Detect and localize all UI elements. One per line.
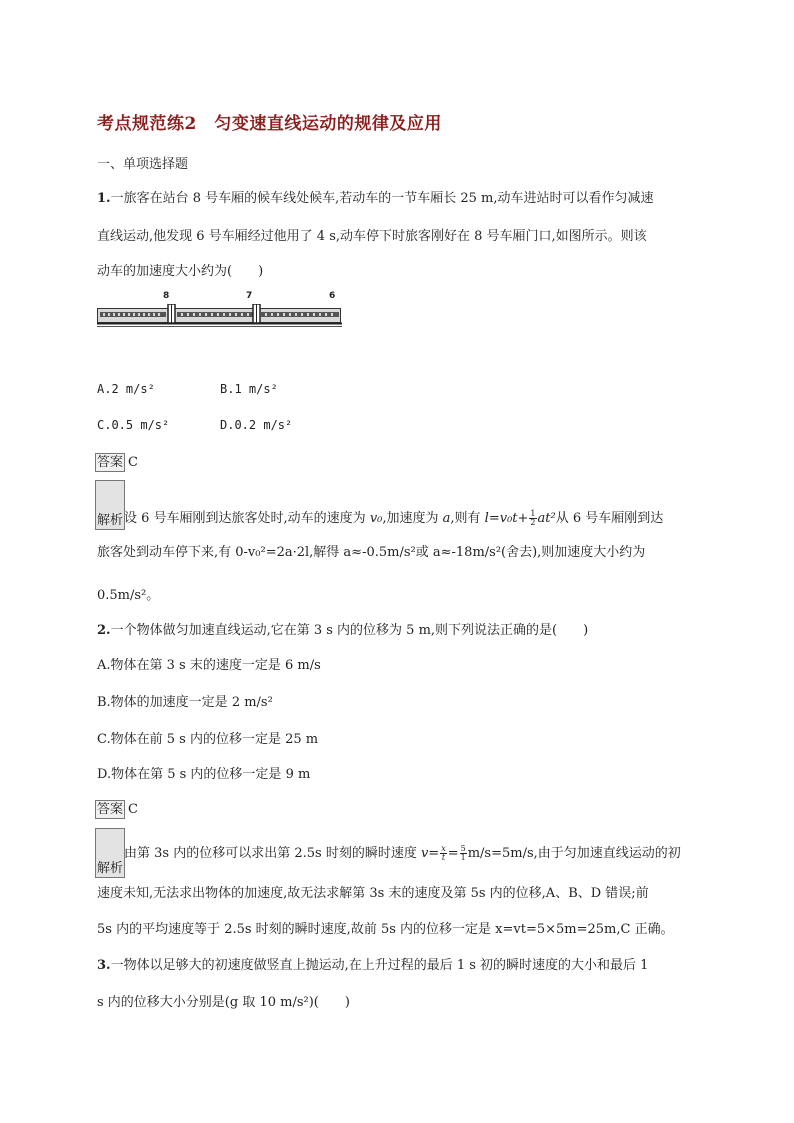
q1-half-fraction: $\frac{1}{2}$ [530,509,536,527]
q2-number: 2. [97,623,111,638]
q2-v-eq: v= [420,846,440,861]
section-heading: 一、单项选择题 [97,157,189,172]
q2-answer: C [128,802,138,817]
q1-analysis-text-a: 设 6 号车厢刚到达旅客处时,动车的速度为 [124,511,370,526]
q2-analysis-line2: 速度未知,无法求出物体的加速度,故无法求解第 3s 末的速度及第 5s 内的位移,A、B、D 错误;前 [97,886,649,901]
q2-fraction-xt: $\frac{x}{t}$ [441,844,446,862]
q1-option-c: C.0.5 m/s² [97,418,170,432]
q1-analysis-line2: 旅客处到动车停下来,有 0-v₀²=2a·2l,解得 a≈-0.5m/s²或 a≈-18m/s²(舍去),则加速度大小约为 [97,545,646,560]
q1-analysis-text-b: ,加速度为 [382,511,443,526]
q2-analysis-text-a: 由第 3s 内的位移可以求出第 2.5s 时刻的瞬时速度 [124,846,421,861]
q1-number: 1. [97,191,111,206]
q1-answer: C [128,455,138,470]
q3-number: 3. [97,958,111,973]
q1-option-b: B.1 m/s² [220,382,278,396]
q2-analysis-line3: 5s 内的平均速度等于 2.5s 时刻的瞬时速度,故前 5s 内的位移一定是 x=vt=5×5m=25m,C 正确。 [97,922,674,937]
q1-stem-line1: 一旅客在站台 8 号车厢的候车线处候车,若动车的一节车厢长 25 m,动车进站时可以看作匀减速 [110,191,654,206]
q1-analysis-tag-label: 解析 [97,513,124,528]
q1-analysis-line3: 0.5m/s²。 [97,588,160,603]
q1-v0: v₀ [369,511,383,526]
q1-formula: l=v₀t+ [484,511,529,526]
q2-analysis-tag [95,828,125,878]
q2-option-c: C.物体在前 5 s 内的位移一定是 25 m [97,732,319,747]
q2-option-b: B.物体的加速度一定是 2 m/s² [97,695,273,710]
q1-stem-line3: 动车的加速度大小约为( ) [97,264,264,279]
q2-option-d: D.物体在第 5 s 内的位移一定是 9 m [97,767,311,782]
q1-analysis-tag [95,480,125,530]
q1-a: a [442,511,451,526]
q3-stem-line2: s 内的位移大小分别是(g 取 10 m/s²)( ) [97,995,350,1010]
q2-equals: = [447,846,459,861]
q3-stem-line1: 一物体以足够大的初速度做竖直上抛运动,在上升过程的最后 1 s 初的瞬时速度的大小和最后 1 [110,958,649,973]
page-title: 考点规范练2 匀变速直线运动的规律及应用 [97,114,442,134]
q1-answer-tag: 答案 [97,455,124,470]
q1-analysis-text-d: 从 6 号车厢刚到达 [555,511,664,526]
train-drawing [97,304,342,328]
q1-analysis-text-c: ,则有 [450,511,485,526]
q2-analysis-line1 [124,845,681,863]
q2-option-a: A.物体在第 3 s 末的速度一定是 6 m/s [97,658,321,673]
q3-line1 [97,957,648,975]
q1-option-d: D.0.2 m/s² [220,418,293,432]
q1-formula-tail: at² [537,511,556,526]
q2-analysis-tag-label: 解析 [97,861,124,876]
q2-stem-text: 一个物体做匀加速直线运动,它在第 3 s 内的位移为 5 m,则下列说法正确的是( ) [110,623,589,638]
q2-answer-tag: 答案 [97,802,124,817]
q1-stem-line2: 直线运动,他发现 6 号车厢经过他用了 4 s,动车停下时旅客刚好在 8 号车厢门口,如图所示。则该 [97,229,647,244]
q1-option-a: A.2 m/s² [97,382,155,396]
car-label-6: 6 [329,291,336,301]
train-figure [97,291,342,329]
q1-analysis-line1 [124,510,663,528]
car-label-7: 7 [246,291,253,301]
car-label-8: 8 [163,291,170,301]
q2-fraction-51: $\frac{5}{1}$ [460,844,466,862]
q2-stem [97,622,588,640]
q1-line1 [97,190,654,208]
q2-analysis-text-b: m/s=5m/s,由于匀加速直线运动的初 [467,846,681,861]
